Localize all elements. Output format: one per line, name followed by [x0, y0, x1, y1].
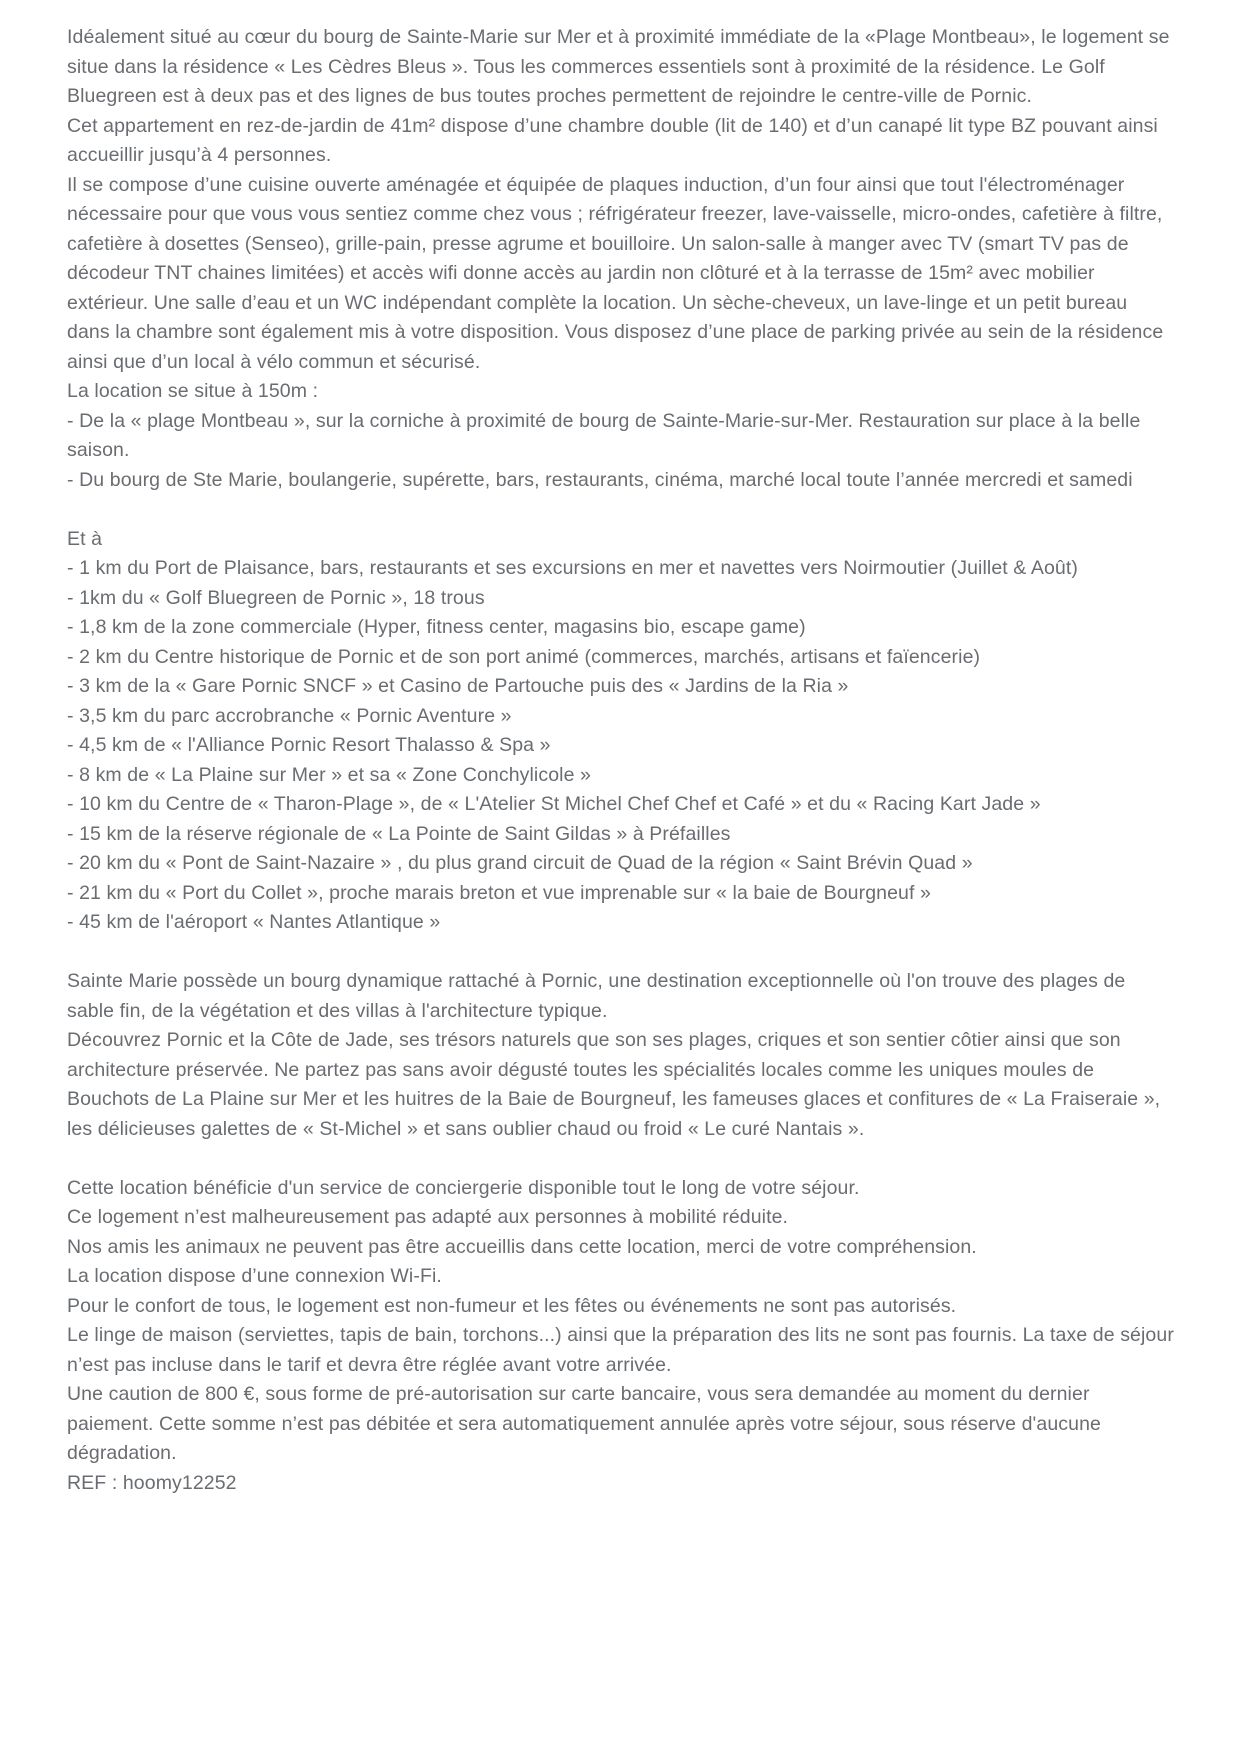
description-paragraph: Nos amis les animaux ne peuvent pas être accueillis dans cette location, merci de votre compréhension.: [67, 1235, 977, 1258]
description-paragraph: - 3,5 km du parc accrobranche « Pornic Aventure »: [67, 704, 512, 727]
description-paragraph: Découvrez Pornic et la Côte de Jade, ses trésors naturels que son ses plages, criques et son sentier côtier ainsi que son architecture préservée. Ne partez pas sans avoir dégusté toutes les spécialités locales comme les uniques moules de Bouchots de La Plaine sur Mer et les huitres de la Baie de Bourgneuf, les fameuses glaces et confitures de « La Fraiseraie », les délicieuses galettes de « St-Michel » et sans oublier chaud ou froid « Le curé Nantais ».: [67, 1029, 1166, 1140]
description-paragraph: - 1 km du Port de Plaisance, bars, restaurants et ses excursions en mer et navettes vers Noirmoutier (Juillet & Août): [67, 557, 1078, 579]
description-paragraph: - 15 km de la réserve régionale de « La Pointe de Saint Gildas » à Préfailles: [67, 822, 731, 845]
description-paragraph: - 45 km de l'aéroport « Nantes Atlantique »: [67, 911, 441, 933]
listing-reference: REF : hoomy12252: [67, 1471, 237, 1494]
description-paragraph: Pour le confort de tous, le logement est non-fumeur et les fêtes ou événements ne sont pas autorisés.: [67, 1294, 957, 1317]
description-paragraph: - 4,5 km de « l'Alliance Pornic Resort Thalasso & Spa »: [67, 734, 551, 756]
description-paragraph: - 21 km du « Port du Collet », proche marais breton et vue imprenable sur « la baie de Bourgneuf »: [67, 881, 931, 904]
description-paragraph: La location dispose d’une connexion Wi-Fi.: [67, 1265, 442, 1287]
description-paragraph: - 2 km du Centre historique de Pornic et de son port animé (commerces, marchés, artisans et faïencerie): [67, 645, 981, 668]
description-paragraph: Une caution de 800 €, sous forme de pré-autorisation sur carte bancaire, vous sera demandée au moment du dernier paiement. Cette somme n’est pas débitée et sera automatiquement annulée après votre séjour, sous réserve d'aucune dégradation.: [67, 1383, 1107, 1464]
description-paragraph: - 1km du « Golf Bluegreen de Pornic », 18 trous: [67, 586, 485, 609]
description-paragraph: - De la « plage Montbeau », sur la corniche à proximité de bourg de Sainte-Marie-sur-Mer. Restauration sur place à la belle saison.: [67, 409, 1146, 461]
description-paragraph: - 3 km de la « Gare Pornic SNCF » et Casino de Partouche puis des « Jardins de la Ria »: [67, 675, 849, 697]
description-paragraphs: [67, 23, 1180, 1469]
description-paragraph: Idéalement situé au cœur du bourg de Sainte-Marie sur Mer et à proximité immédiate de la «Plage Montbeau», le logement se situe dans la résidence « Les Cèdres Bleus ». Tous les commerces essentiels sont à proximité de la résidence. Le Golf Bluegreen est à deux pas et des lignes de bus toutes proches permettent de rejoindre le centre-ville de Pornic.: [67, 26, 1176, 107]
description-paragraph: - Du bourg de Ste Marie, boulangerie, supérette, bars, restaurants, cinéma, marché local toute l’année mercredi et samedi: [67, 468, 1133, 491]
description-paragraph: Cette location bénéficie d'un service de conciergerie disponible tout le long de votre séjour.: [67, 1176, 860, 1199]
description-paragraph: Il se compose d’une cuisine ouverte aménagée et équipée de plaques induction, d’un four ainsi que tout l'électroménager nécessaire pour que vous vous sentiez comme chez vous ; réfrigérateur freezer, lave-vaisselle, micro-ondes, cafetière à filtre, cafetière à dosettes (Senseo), grille-pain, presse agrume et bouilloire. Un salon-salle à manger avec TV (smart TV pas de décodeur TNT chaines limitées) et accès wifi donne accès au jardin non clôturé et à la terrasse de 15m² avec mobilier extérieur. Une salle d’eau et un WC indépendant complète la location. Un sèche-cheveux, un lave-linge et un petit bureau dans la chambre sont également mis à votre disposition. Vous disposez d’une place de parking privée au sein de la résidence ainsi que d’un local à vélo commun et sécurisé.: [67, 173, 1169, 373]
description-paragraph: Ce logement n’est malheureusement pas adapté aux personnes à mobilité réduite.: [67, 1206, 789, 1228]
description-paragraph: - 10 km du Centre de « Tharon-Plage », de « L'Atelier St Michel Chef Chef et Café » et du « Racing Kart Jade »: [67, 793, 1041, 815]
description-paragraph: - 8 km de « La Plaine sur Mer » et sa « Zone Conchylicole »: [67, 763, 591, 786]
description-paragraph: Cet appartement en rez-de-jardin de 41m² dispose d’une chambre double (lit de 140) et d’un canapé lit type BZ pouvant ainsi accueillir jusqu’à 4 personnes.: [67, 114, 1164, 166]
description-paragraph: - 20 km du « Pont de Saint-Nazaire » , du plus grand circuit de Quad de la région « Saint Brévin Quad »: [67, 852, 973, 874]
description-paragraph: La location se situe à 150m :: [67, 380, 319, 402]
description-paragraph: [67, 495, 1174, 525]
description-paragraph: Le linge de maison (serviettes, tapis de bain, torchons...) ainsi que la préparation des lits ne sont pas fournis. La taxe de séjour n’est pas incluse dans le tarif et devra être réglée avant votre arrivée.: [67, 1324, 1180, 1376]
description-paragraph: [67, 1144, 1174, 1174]
description-paragraph: Et à: [67, 527, 103, 550]
description-paragraph: Sainte Marie possède un bourg dynamique rattaché à Pornic, une destination exceptionnelle où l'on trouve des plages de sable fin, de la végétation et des villas à l'architecture typique.: [67, 970, 1131, 1022]
description-paragraph: [67, 938, 1174, 968]
description-paragraph: - 1,8 km de la zone commerciale (Hyper, fitness center, magasins bio, escape game): [67, 616, 806, 638]
